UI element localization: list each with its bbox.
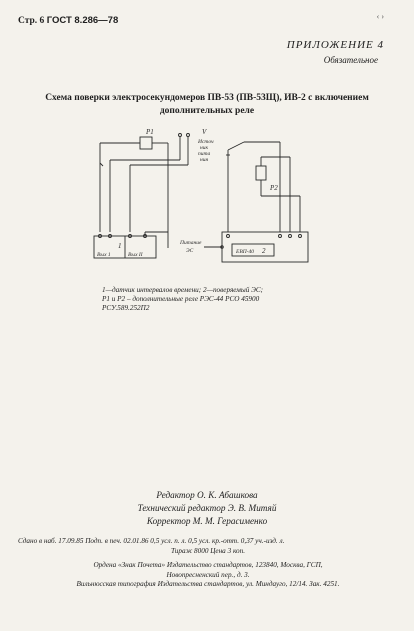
label-p2: P2 [270, 184, 278, 192]
label-source-4: ния [200, 157, 209, 163]
credit-tech-name: Э. В. Митяй [227, 503, 277, 513]
label-output-2: Вых II [128, 252, 143, 258]
caption-line-1: 1—датчик интервалов времени; 2—поверяемый ЭС; [102, 286, 264, 294]
label-device-1: 1 [118, 242, 122, 250]
figure-caption [102, 286, 332, 313]
appendix-title: ПРИЛОЖЕНИЕ 4 [286, 39, 384, 51]
credit-editor-name: О. К. Абашкова [197, 490, 258, 500]
page-number: Стр. 6 [18, 16, 45, 26]
printing-info [18, 561, 398, 590]
credits-block [0, 489, 414, 528]
printing-line-3: Вильнюсская типография Издательства стандартов, ул. Миндауго, 12/14. Зак. 4251. [76, 580, 340, 588]
credit-corrector [0, 515, 414, 528]
label-source-1: Источ [198, 139, 214, 145]
printing-line-1: Ордена «Знак Почета» Издательство стандартов, 123840, Москва, ГСП, [93, 561, 323, 569]
terminal [279, 235, 282, 238]
figure-title-line-1: Схема поверки электросекундомеров ПВ-53 (ПВ-53Щ), ИВ-2 с включением [45, 93, 369, 103]
credit-editor [0, 489, 414, 502]
label-es-power-2: ЭС [186, 248, 194, 254]
terminal [227, 235, 230, 238]
contact-switch [228, 142, 244, 150]
label-device-2-type: ЕВП-40 [236, 249, 255, 255]
figure-title-line-2: дополнительных реле [159, 106, 255, 116]
terminal [299, 235, 302, 238]
printing-line-2: Новопресненский пер., д. 3. [166, 570, 250, 579]
relay-p1-coil [140, 137, 152, 149]
terminal [187, 134, 190, 137]
corner-mark: ‹ › [376, 12, 384, 21]
appendix-status: Обязательное [323, 55, 378, 65]
label-source-3: пита [198, 151, 211, 157]
caption-line-3: РСУ.589.252П2 [102, 304, 150, 312]
publication-line-1: Сдано в наб. 17.09.85 Подп. в печ. 02.01.86 0,5 усл. п. л. 0,5 усл. кр.-отт. 0,37 уч.-изд. л. [18, 537, 285, 545]
label-output-1: Вых 1 [97, 252, 111, 258]
standard-number: ГОСТ 8.286—78 [46, 15, 119, 26]
credit-tech-label: Технический редактор [137, 503, 226, 513]
credit-corrector-label: Корректор [146, 516, 191, 526]
caption-line-2: P1 и P2 – дополнительные реле РЭС-44 РСО 45900 [102, 295, 260, 303]
credit-editor-label: Редактор [156, 490, 195, 500]
label-es-power-1: Питание [180, 240, 202, 246]
label-p1: P1 [146, 128, 154, 136]
terminal [179, 134, 182, 137]
publication-info [18, 537, 398, 556]
credit-corrector-name: М. М. Герасименко [192, 516, 268, 526]
publication-line-2: Тираж 8000 Цена 3 коп. [170, 546, 246, 555]
terminal [289, 235, 292, 238]
relay-p2-coil [256, 166, 266, 180]
credit-tech-editor [0, 502, 414, 515]
label-v: V [202, 128, 207, 136]
wiring-diagram [0, 0, 414, 300]
label-device-2: 2 [262, 247, 266, 255]
label-source-2: ник [200, 145, 209, 151]
